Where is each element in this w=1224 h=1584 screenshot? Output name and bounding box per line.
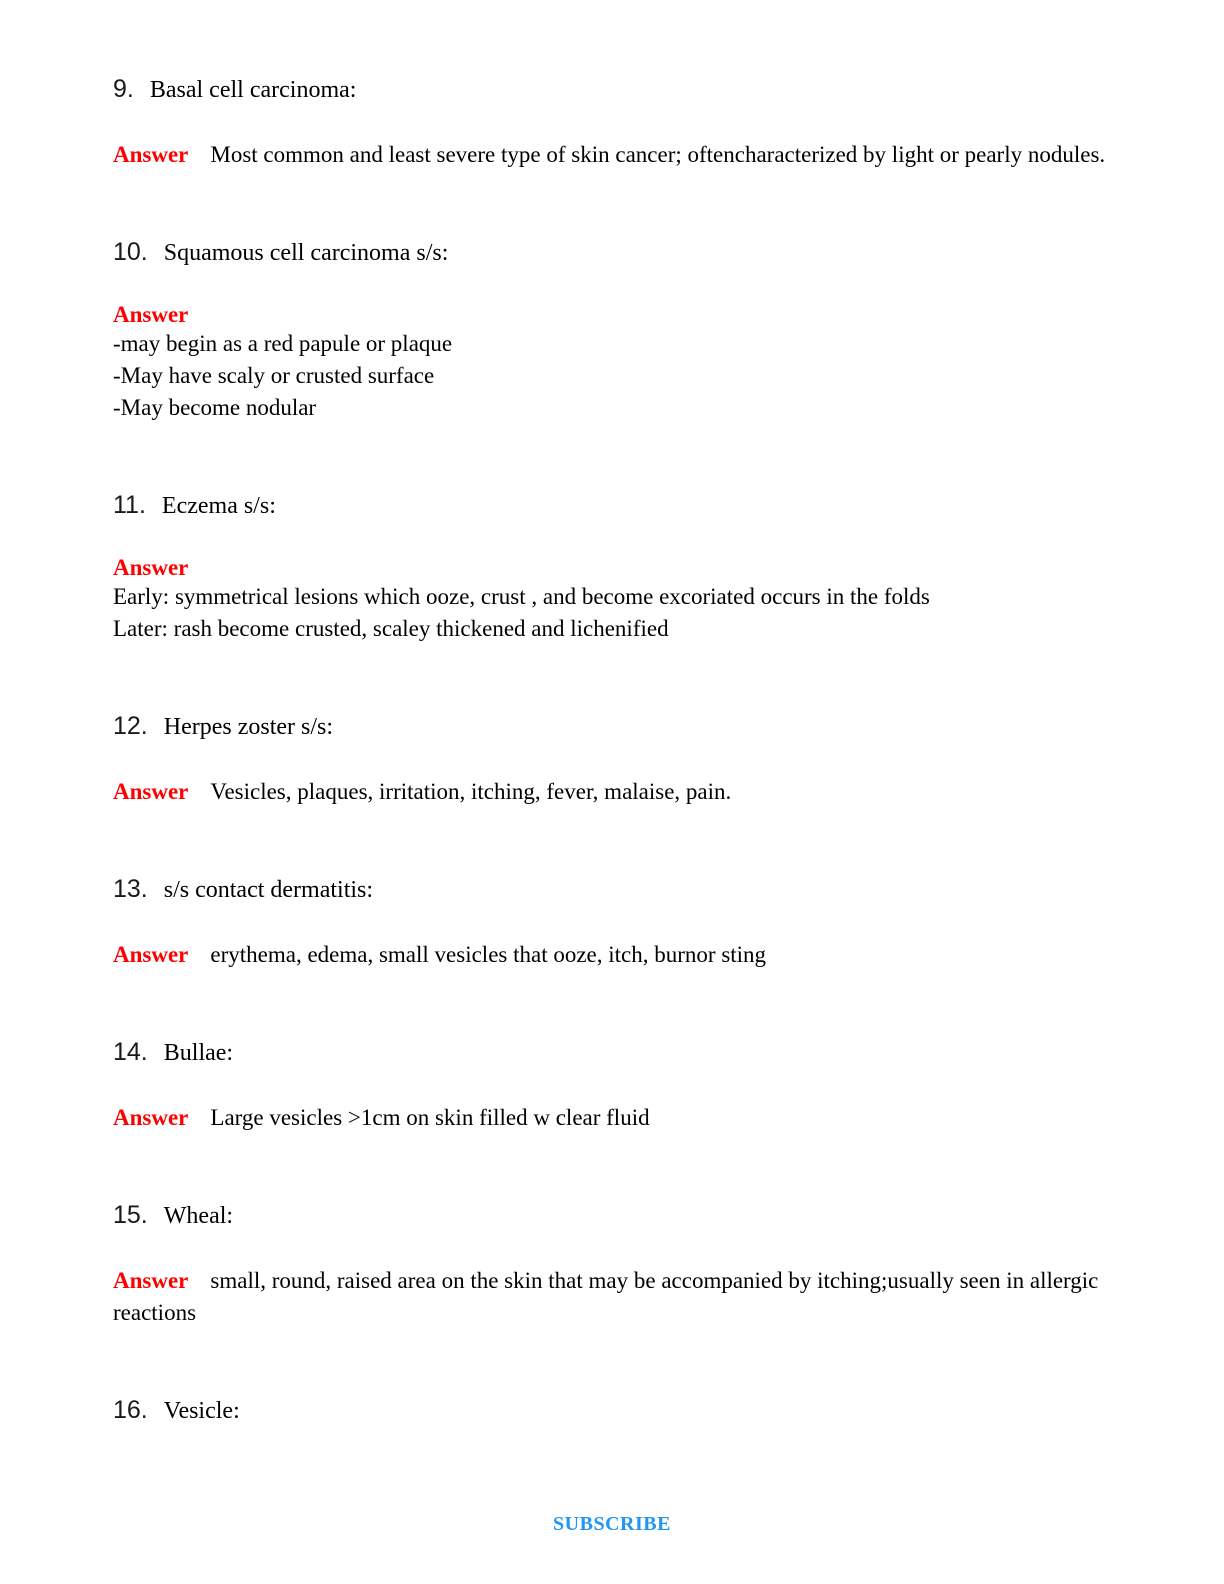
question-line [113, 488, 1114, 523]
answer-label: Answer [113, 1268, 189, 1293]
question-line [113, 1393, 1114, 1428]
answer-text: Vesicles, plaques, irritation, itching, fever, malaise, pain. [210, 779, 732, 804]
answer-label: Answer [113, 1105, 189, 1130]
question-number: 13. [113, 875, 148, 903]
question-text: Herpes zoster s/s: [163, 714, 334, 740]
question-number: 12. [113, 712, 148, 740]
qa-item-15 [113, 1198, 1114, 1329]
answer-text: Most common and least severe type of skin cancer; oftencharacterized by light or pearly nodules. [210, 142, 1106, 167]
question-number: 16. [113, 1396, 148, 1424]
answer-line: Early: symmetrical lesions which ooze, crust , and become excoriated occurs in the folds [113, 584, 930, 609]
answer-paragraph [113, 1265, 1114, 1329]
qa-item-16 [113, 1393, 1114, 1428]
answer-text: Large vesicles >1cm on skin filled w clear fluid [210, 1105, 650, 1130]
answer-block [113, 302, 1114, 424]
question-text: Bullae: [163, 1040, 234, 1066]
qa-item-13 [113, 872, 1114, 971]
qa-item-9 [113, 72, 1114, 171]
question-line [113, 1035, 1114, 1070]
question-number: 9. [113, 75, 134, 103]
answer-line: -May have scaly or crusted surface [113, 363, 435, 388]
question-line [113, 72, 1114, 107]
question-line [113, 235, 1114, 270]
question-number: 10. [113, 238, 148, 266]
answer-label: Answer [113, 779, 189, 804]
answer-label: Answer [113, 942, 189, 967]
page-footer [0, 1510, 1224, 1536]
answer-paragraph [113, 139, 1114, 171]
qa-item-12 [113, 709, 1114, 808]
answer-line: Later: rash become crusted, scaley thickened and lichenified [113, 616, 669, 641]
question-text: Wheal: [163, 1203, 234, 1229]
answer-label: Answer [113, 142, 189, 167]
question-text: Vesicle: [163, 1398, 240, 1424]
question-number: 15. [113, 1201, 148, 1229]
question-line [113, 1198, 1114, 1233]
answer-text: erythema, edema, small vesicles that ooze, itch, burnor sting [210, 942, 767, 967]
question-number: 11. [113, 491, 146, 519]
question-text: Eczema s/s: [161, 493, 276, 519]
question-line [113, 709, 1114, 744]
answer-label: Answer [113, 302, 189, 327]
qa-item-11 [113, 488, 1114, 645]
answer-paragraph [113, 939, 1114, 971]
question-number: 14. [113, 1038, 148, 1066]
answer-paragraph [113, 776, 1114, 808]
qa-item-10 [113, 235, 1114, 424]
question-text: Basal cell carcinoma: [149, 77, 357, 103]
subscribe-link[interactable]: SUBSCRIBE [553, 1513, 671, 1535]
answer-block [113, 555, 1114, 645]
qa-item-14 [113, 1035, 1114, 1134]
answer-label: Answer [113, 555, 189, 580]
answer-line: -May become nodular [113, 395, 317, 420]
question-text: s/s contact dermatitis: [163, 877, 374, 903]
answer-paragraph [113, 1102, 1114, 1134]
answer-line: -may begin as a red papule or plaque [113, 331, 453, 356]
question-line [113, 872, 1114, 907]
question-text: Squamous cell carcinoma s/s: [163, 240, 449, 266]
answer-text: small, round, raised area on the skin that may be accompanied by itching;usually seen in allergic reactions [113, 1268, 1099, 1325]
